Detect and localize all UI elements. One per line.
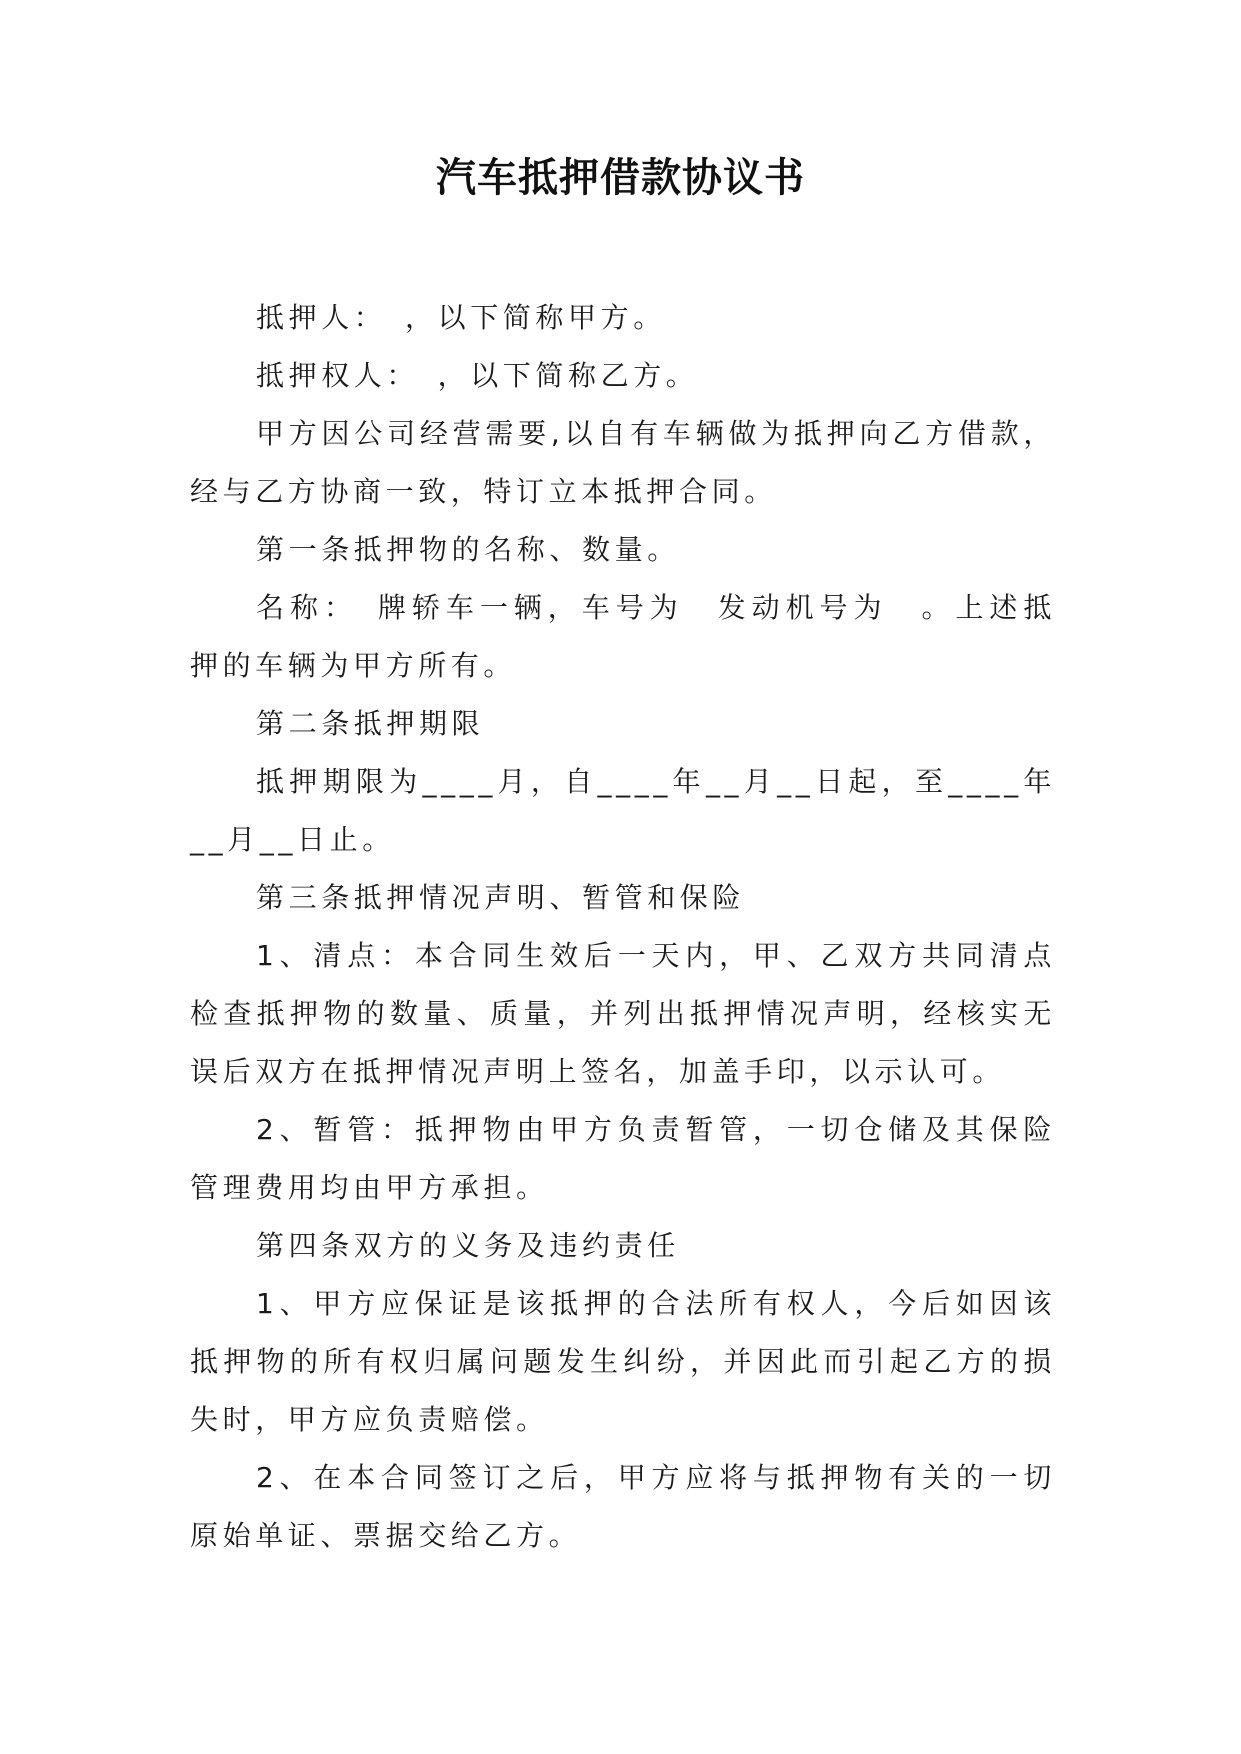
paragraph-mortgagor: 抵押人： ，以下简称甲方。: [256, 301, 666, 334]
article-3-item-2: 2、暂管：抵押物由甲方负责暂管，一切仓储及其保险管理费用均由甲方承担。: [190, 1113, 1056, 1204]
document-title: 汽车抵押借款协议书: [436, 154, 805, 201]
article-4-item-2: 2、在本合同签订之后，甲方应将与抵押物有关的一切原始单证、票据交给乙方。: [190, 1461, 1056, 1552]
article-1-content: 名称： 牌轿车一辆，车号为 发动机号为 。上述抵押的车辆为甲方所有。: [190, 591, 1056, 682]
article-3-item-1: 1、清点：本合同生效后一天内，甲、乙双方共同清点检查抵押物的数量、质量，并列出抵押情况声明，经核实无误后双方在抵押情况声明上签名，加盖手印，以示认可。: [190, 939, 1056, 1088]
document-body: [190, 289, 1056, 1565]
article-4-item-1: 1、甲方应保证是该抵押的合法所有权人，今后如因该抵押物的所有权归属问题发生纠纷，并因此而引起乙方的损失时，甲方应负责赔偿。: [190, 1287, 1056, 1436]
paragraph-mortgagee: 抵押权人： ，以下简称乙方。: [256, 359, 699, 392]
article-2-heading: 第二条抵押期限: [256, 707, 485, 740]
article-4-heading: 第四条双方的义务及违约责任: [256, 1229, 680, 1262]
article-3-heading: 第三条抵押情况声明、暂管和保险: [256, 881, 746, 914]
paragraph-purpose: 甲方因公司经营需要,以自有车辆做为抵押向乙方借款，经与乙方协商一致，特订立本抵押合同。: [190, 417, 1056, 508]
article-2-content: 抵押期限为____月，自____年__月__日起，至____年__月__日止。: [190, 765, 1056, 856]
article-1-heading: 第一条抵押物的名称、数量。: [256, 533, 680, 566]
